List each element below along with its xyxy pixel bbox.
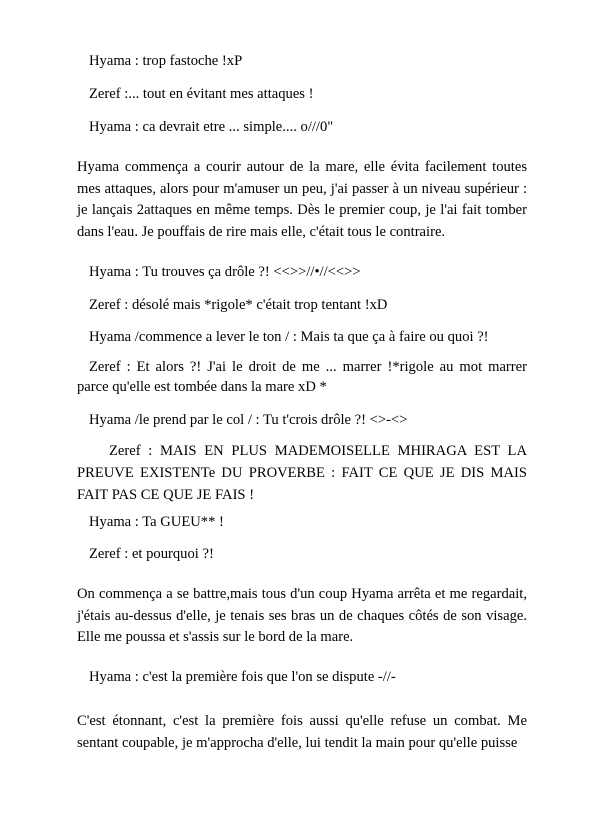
dialogue-line: Zeref : MAIS EN PLUS MADEMOISELLE MHIRAGA EST LA PREUVE EXISTENTe DU PROVERBE : FAIT CE QUE JE DIS MAIS FAIT PAS CE QUE JE FAIS !: [77, 443, 527, 503]
dialogue-line: Hyama : trop fastoche !xP: [89, 53, 243, 69]
dialogue-line: Hyama /commence a lever le ton / : Mais ta que ça à faire ou quoi ?!: [89, 329, 489, 345]
dialogue-line: Zeref :... tout en évitant mes attaques !: [89, 86, 314, 102]
dialogue-line: Hyama : Ta GUEU** !: [89, 514, 224, 530]
dialogue-line: Hyama /le prend par le col / : Tu t'crois drôle ?! <>-<>: [89, 412, 408, 428]
dialogue-line: Zeref : Et alors ?! J'ai le droit de me ... marrer !*rigole au mot marrer parce qu'elle est tombée dans la mare xD *: [77, 359, 527, 395]
dialogue-line: Hyama : ca devrait etre ... simple.... o///0": [89, 119, 334, 135]
dialogue-line: Hyama : Tu trouves ça drôle ?! <<>>//•//<<>>: [89, 264, 361, 280]
narrative-paragraph: C'est étonnant, c'est la première fois aussi qu'elle refuse un combat. Me sentant coupable, je m'approcha d'elle, lui tendit la main pour qu'elle puisse: [77, 713, 527, 751]
dialogue-line: Hyama : c'est la première fois que l'on se dispute -//-: [89, 669, 396, 685]
narrative-paragraph: Hyama commença a courir autour de la mare, elle évita facilement toutes mes attaques, alors pour m'amuser un peu, j'ai passer à un niveau supérieur : je lançais 2attaques en même temps. Dès le premier coup, je l'ai fait tomber dans l'eau. Je pouffais de rire mais elle, c'était tous le contraire.: [77, 159, 527, 240]
dialogue-line: Zeref : désolé mais *rigole* c'était trop tentant !xD: [89, 297, 388, 313]
narrative-paragraph: On commença a se battre,mais tous d'un coup Hyama arrêta et me regardait, j'étais au-dessus d'elle, je tenais ses bras un de chaques côtés de son visage. Elle me poussa et s'assis sur le bord de la mare.: [77, 586, 527, 645]
dialogue-line: Zeref : et pourquoi ?!: [89, 546, 214, 562]
